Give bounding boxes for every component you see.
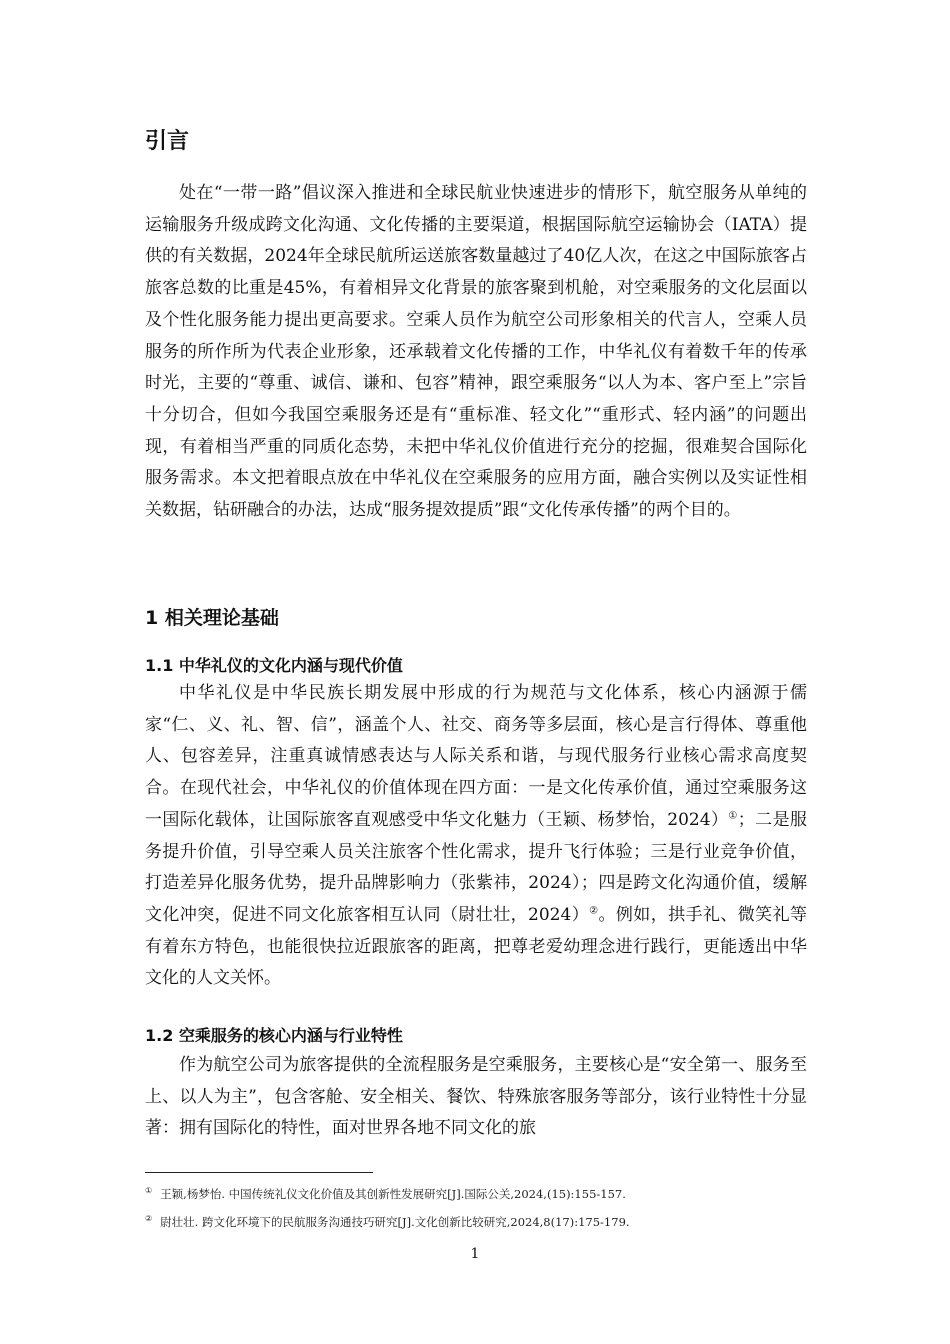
section-1-1-paragraph [145, 678, 807, 995]
footnote-ref-1[interactable]: ① [728, 810, 738, 822]
section-1-1-text-b: ；二是服务提升价值，引导空乘人员关注旅客个性化需求，提升飞行体验；三是行业竞争价值，打造差异化服务优势，提升品牌影响力（张紫祎，2024）；四是跨文化沟通价值，缓解文化冲突，促进不同文化旅客相互认同（尉壮壮，2024） [145, 809, 807, 925]
footnote-2-text: 尉壮壮. 跨文化环境下的民航服务沟通技巧研究[J].文化创新比较研究,2024,8(17):175-179. [160, 1214, 630, 1229]
footnote-2 [145, 1210, 810, 1231]
footnote-1 [145, 1182, 810, 1203]
intro-paragraph: 处在“一带一路”倡议深入推进和全球民航业快速进步的情形下，航空服务从单纯的运输服务升级成跨文化沟通、文化传播的主要渠道，根据国际航空运输协会（IATA）提供的有关数据，2024年全球民航所运送旅客数量越过了40亿人次，在这之中国际旅客占旅客总数的比重是45%，有着相异文化背景的旅客聚到机舱，对空乘服务的文化层面以及个性化服务能力提出更高要求。空乘人员作为航空公司形象相关的代言人，空乘人员服务的所作所为代表企业形象，还承载着文化传播的工作，中华礼仪有着数千年的传承时光，主要的“尊重、诚信、谦和、包容”精神，跟空乘服务“以人为本、客户至上”宗旨十分切合，但如今我国空乘服务还是有“重标准、轻文化”“重形式、轻内涵”的问题出现，有着相当严重的同质化态势，未把中华礼仪价值进行充分的挖掘，很难契合国际化服务需求。本文把着眼点放在中华礼仪在空乘服务的应用方面，融合实例以及实证性相关数据，钻研融合的办法，达成“服务提效提质”跟“文化传承传播”的两个目的。 [145, 183, 807, 521]
footnote-2-mark: ② [145, 1214, 153, 1223]
intro-heading: 引言 [145, 129, 190, 154]
section-1-1-text-c: 。例如，拱手礼、微笑礼等有着东方特色，也能很快拉近跟旅客的距离，把尊老爱幼理念进行践行，更能透出中华文化的人文关怀。 [145, 904, 807, 989]
section-1-heading: 1 相关理论基础 [145, 607, 279, 629]
footnote-1-mark: ① [145, 1186, 153, 1195]
footnote-1-text: 王颖,杨梦怡. 中国传统礼仪文化价值及其创新性发展研究[J].国际公关,2024,(15):155-157. [160, 1186, 626, 1201]
section-1-1-heading: 1.1 中华礼仪的文化内涵与现代价值 [145, 656, 403, 675]
footnote-ref-2[interactable]: ② [589, 905, 599, 917]
section-1-1-text-a: 中华礼仪是中华民族长期发展中形成的行为规范与文化体系，核心内涵源于儒家“仁、义、礼、智、信”，涵盖个人、社交、商务等多层面，核心是言行得体、尊重他人、包容差异，注重真诚情感表达与人际关系和谐，与现代服务行业核心需求高度契合。在现代社会，中华礼仪的价值体现在四方面：一是文化传承价值，通过空乘服务这一国际化载体，让国际旅客直观感受中华文化魅力（王颖、杨梦怡，2024） [145, 683, 807, 830]
section-1-2-paragraph: 作为航空公司为旅客提供的全流程服务是空乘服务，主要核心是“安全第一、服务至上、以人为主”，包含客舱、安全相关、餐饮、特殊旅客服务等部分，该行业特性十分显著：拥有国际化的特性，面对世界各地不同文化的旅 [145, 1055, 807, 1139]
footnote-divider [145, 1172, 373, 1173]
page-number: 1 [470, 1246, 480, 1262]
section-1-2-heading: 1.2 空乘服务的核心内涵与行业特性 [145, 1026, 403, 1045]
